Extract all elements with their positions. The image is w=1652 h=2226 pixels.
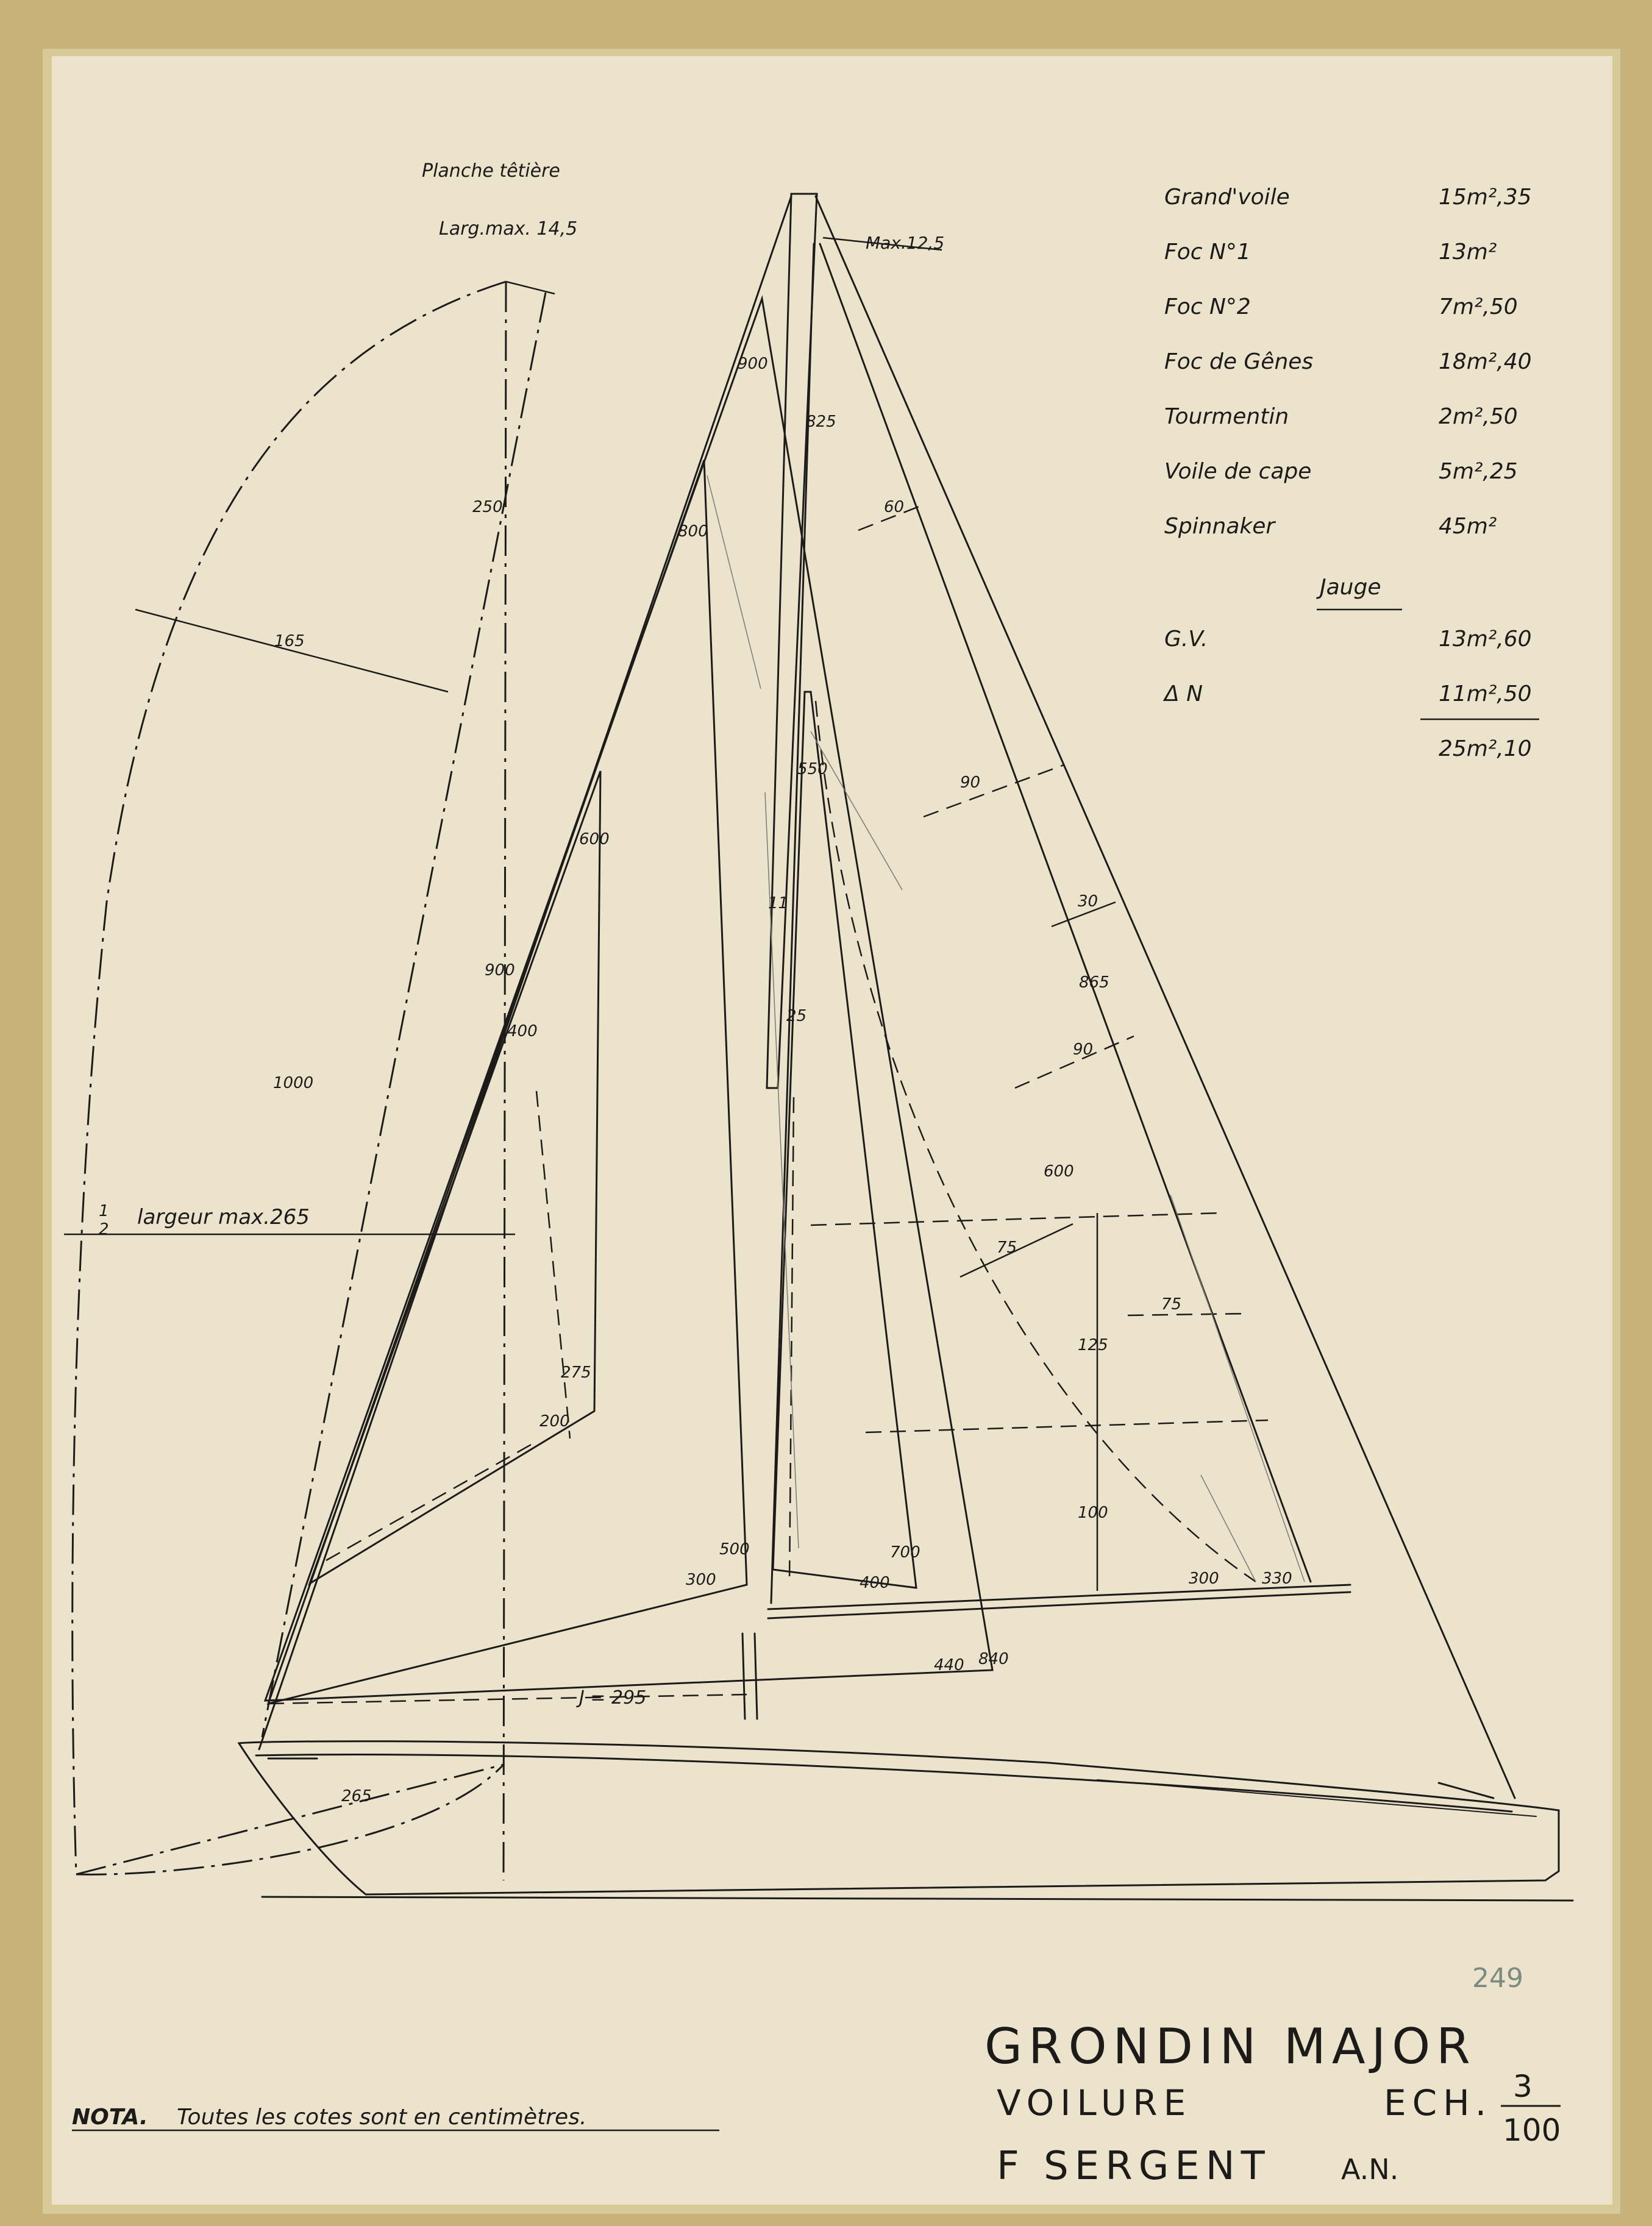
dim-label-700: 700 <box>890 1543 920 1562</box>
archive-number: 249 <box>1472 1963 1523 1994</box>
dim-label-250: 250 <box>472 498 503 516</box>
sail-name-grandvoile: Grand'voile <box>1164 185 1290 210</box>
dim-label-300-b: 300 <box>1189 1570 1219 1588</box>
sail-name-cape: Voile de cape <box>1164 459 1312 484</box>
sail-value-cape: 5m²,25 <box>1439 459 1518 484</box>
dim-label-100: 100 <box>1078 1504 1108 1522</box>
dim-label-400-b: 400 <box>860 1574 890 1592</box>
dim-label-900-jib: 900 <box>738 355 768 373</box>
headboard-title: Planche têtière <box>422 160 560 182</box>
note-prefix: NOTA. <box>72 2105 148 2130</box>
sail-value-foc1: 13m² <box>1439 240 1497 265</box>
dim-label-800: 800 <box>678 522 708 541</box>
half-fraction-num: 1 <box>99 1202 109 1220</box>
dim-label-825: 825 <box>806 413 836 431</box>
jauge-total: 25m²,10 <box>1439 736 1532 761</box>
dim-label-330: 330 <box>1262 1570 1292 1588</box>
scale-label: ECH. <box>1384 2082 1493 2124</box>
dim-label-30: 30 <box>1078 892 1098 911</box>
dim-label-125: 125 <box>1078 1336 1108 1354</box>
dim-label-400-a: 400 <box>507 1022 538 1040</box>
dim-label-300-a: 300 <box>686 1571 716 1589</box>
scale-numerator: 3 <box>1513 2069 1533 2104</box>
jauge-title: Jauge <box>1320 575 1381 600</box>
jauge-name-delta: Δ N <box>1164 681 1203 706</box>
sail-value-tourmentin: 2m²,50 <box>1439 404 1518 429</box>
dim-label-75-a: 75 <box>997 1239 1017 1257</box>
jauge-value-gv: 13m²,60 <box>1439 627 1532 652</box>
drawing-subtitle: VOILURE <box>997 2082 1192 2124</box>
jauge-value-delta: 11m²,50 <box>1439 681 1532 706</box>
dim-label-440: 440 <box>934 1656 964 1674</box>
dim-label-600-b: 600 <box>1044 1162 1074 1181</box>
sail-name-spinnaker: Spinnaker <box>1164 514 1275 539</box>
mast-top-max: Max.12,5 <box>866 233 945 253</box>
dim-label-840: 840 <box>978 1650 1009 1668</box>
headboard-width: Larg.max. 14,5 <box>439 218 578 240</box>
sail-name-foc1: Foc N°1 <box>1164 240 1251 265</box>
sail-value-spinnaker: 45m² <box>1439 514 1497 539</box>
dim-label-265: 265 <box>341 1787 372 1805</box>
note-text: Toutes les cotes sont en centimètres. <box>177 2105 587 2130</box>
sail-name-tourmentin: Tourmentin <box>1164 404 1289 429</box>
sail-name-genes: Foc de Gênes <box>1164 349 1314 374</box>
dim-label-11: 11 <box>768 894 789 912</box>
dim-label-600: 600 <box>579 830 610 848</box>
sail-value-foc2: 7m²,50 <box>1439 294 1518 319</box>
half-width-label: largeur max.265 <box>137 1205 310 1229</box>
half-fraction-den: 2 <box>99 1220 109 1239</box>
dim-label-550: 550 <box>797 760 828 778</box>
dim-label-75-b: 75 <box>1161 1295 1182 1314</box>
j-dimension-label: J = 295 <box>579 1687 647 1709</box>
dim-label-275: 275 <box>561 1364 591 1382</box>
sail-name-foc2: Foc N°2 <box>1164 294 1251 319</box>
sail-value-grandvoile: 15m²,35 <box>1439 185 1532 210</box>
dim-label-25: 25 <box>786 1007 807 1025</box>
dim-label-500: 500 <box>719 1540 750 1559</box>
scale-denominator: 100 <box>1503 2113 1561 2148</box>
jauge-name-gv: G.V. <box>1164 627 1208 652</box>
dim-label-90-a: 90 <box>960 773 981 792</box>
sail-value-genes: 18m²,40 <box>1439 349 1532 374</box>
dim-label-200: 200 <box>539 1412 570 1431</box>
dim-label-165: 165 <box>274 632 305 650</box>
dim-label-900-spin: 900 <box>485 961 515 980</box>
author-suffix: A.N. <box>1341 2153 1399 2186</box>
author: F SERGENT <box>997 2144 1271 2189</box>
dim-label-865: 865 <box>1079 973 1109 992</box>
dim-label-60: 60 <box>884 498 905 516</box>
dim-label-90-b: 90 <box>1073 1040 1094 1059</box>
dim-label-1000: 1000 <box>273 1074 314 1092</box>
drawing-title: GRONDIN MAJOR <box>984 2018 1476 2075</box>
